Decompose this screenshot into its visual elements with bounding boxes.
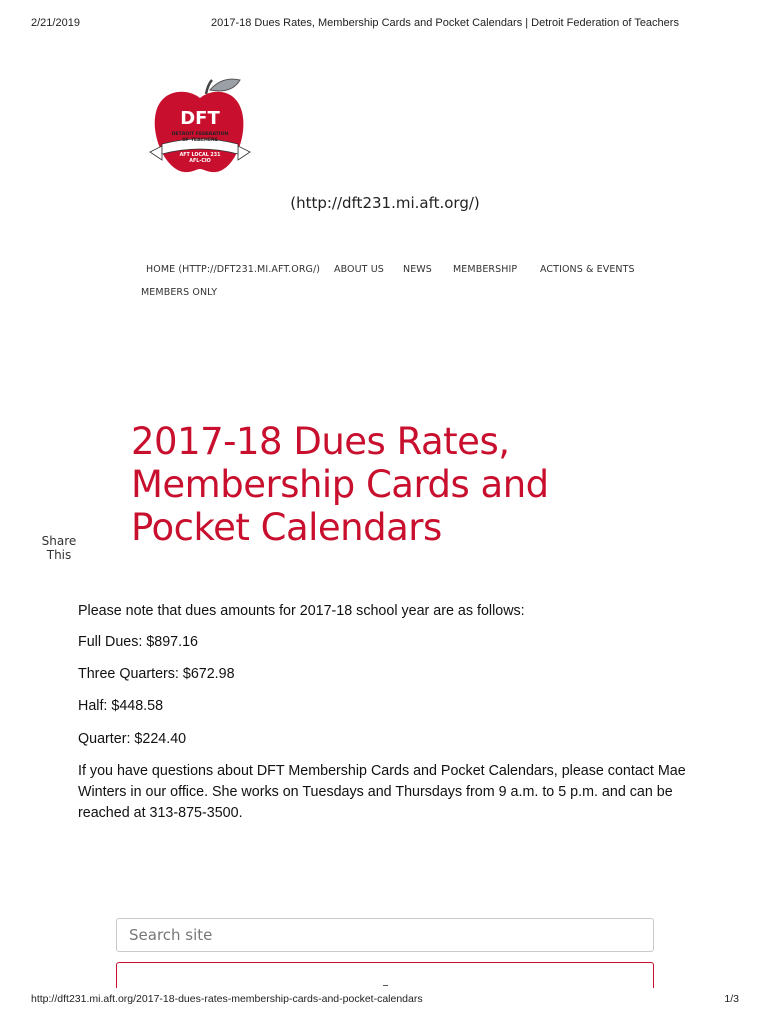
full-dues-text: Full Dues: $897.16 — [78, 634, 199, 650]
print-footer-url: http://dft231.mi.aft.org/2017-18-dues-rates-membership-cards-and-pocket-calendars — [31, 993, 423, 1005]
article-title: 2017-18 Dues Rates, Membership Cards and Pocket Calendars — [131, 420, 549, 549]
nav-item-about-us[interactable]: ABOUT US — [334, 264, 384, 275]
three-quarters-dues-text: Three Quarters: $672.98 — [78, 666, 235, 682]
nav-item-home[interactable]: HOME (HTTP://DFT231.MI.AFT.ORG/) — [146, 264, 321, 275]
logo-line3-text: AFT LOCAL 231 — [179, 153, 221, 158]
site-url-link[interactable]: (http://dft231.mi.aft.org/) — [290, 194, 480, 212]
print-page-title: 2017-18 Dues Rates, Membership Cards and Pocket Calendars | Detroit Federation of Teachers — [211, 17, 679, 29]
search-input[interactable] — [116, 918, 654, 952]
half-dues-text: Half: $448.58 — [78, 698, 164, 714]
share-label-line2: This — [46, 548, 72, 562]
print-page-number: 1/3 — [724, 993, 739, 1005]
site-logo-link[interactable] — [148, 74, 252, 176]
print-date: 2/21/2019 — [31, 17, 80, 29]
logo-line2-text: OF TEACHERS — [182, 138, 218, 143]
quarter-dues-text: Quarter: $224.40 — [78, 731, 187, 747]
panel-divider-mark — [383, 985, 388, 986]
logo-dft-text: DFT — [180, 108, 220, 129]
nav-item-members-only[interactable]: MEMBERS ONLY — [141, 287, 218, 298]
subscribe-panel — [116, 962, 654, 988]
nav-item-actions-events[interactable]: ACTIONS & EVENTS — [540, 264, 635, 275]
contact-info-text: If you have questions about DFT Membership Cards and Pocket Calendars, please contact Mae Winters in our office. She works on Tuesdays and Thursdays from 9 a.m. to 5 p.m. and can be reached at 313-875-3500. — [78, 763, 686, 821]
dues-intro-text: Please note that dues amounts for 2017-18 school year are as follows: — [78, 603, 525, 619]
share-label-line1: Share — [41, 534, 77, 548]
logo-line1-text: DETROIT FEDERATION — [171, 132, 229, 137]
dft-apple-logo-icon — [148, 74, 252, 176]
nav-item-news[interactable]: NEWS — [403, 264, 432, 275]
share-this-button[interactable] — [36, 534, 82, 562]
nav-item-membership[interactable]: MEMBERSHIP — [453, 264, 518, 275]
logo-line4-text: AFL-CIO — [189, 159, 211, 164]
